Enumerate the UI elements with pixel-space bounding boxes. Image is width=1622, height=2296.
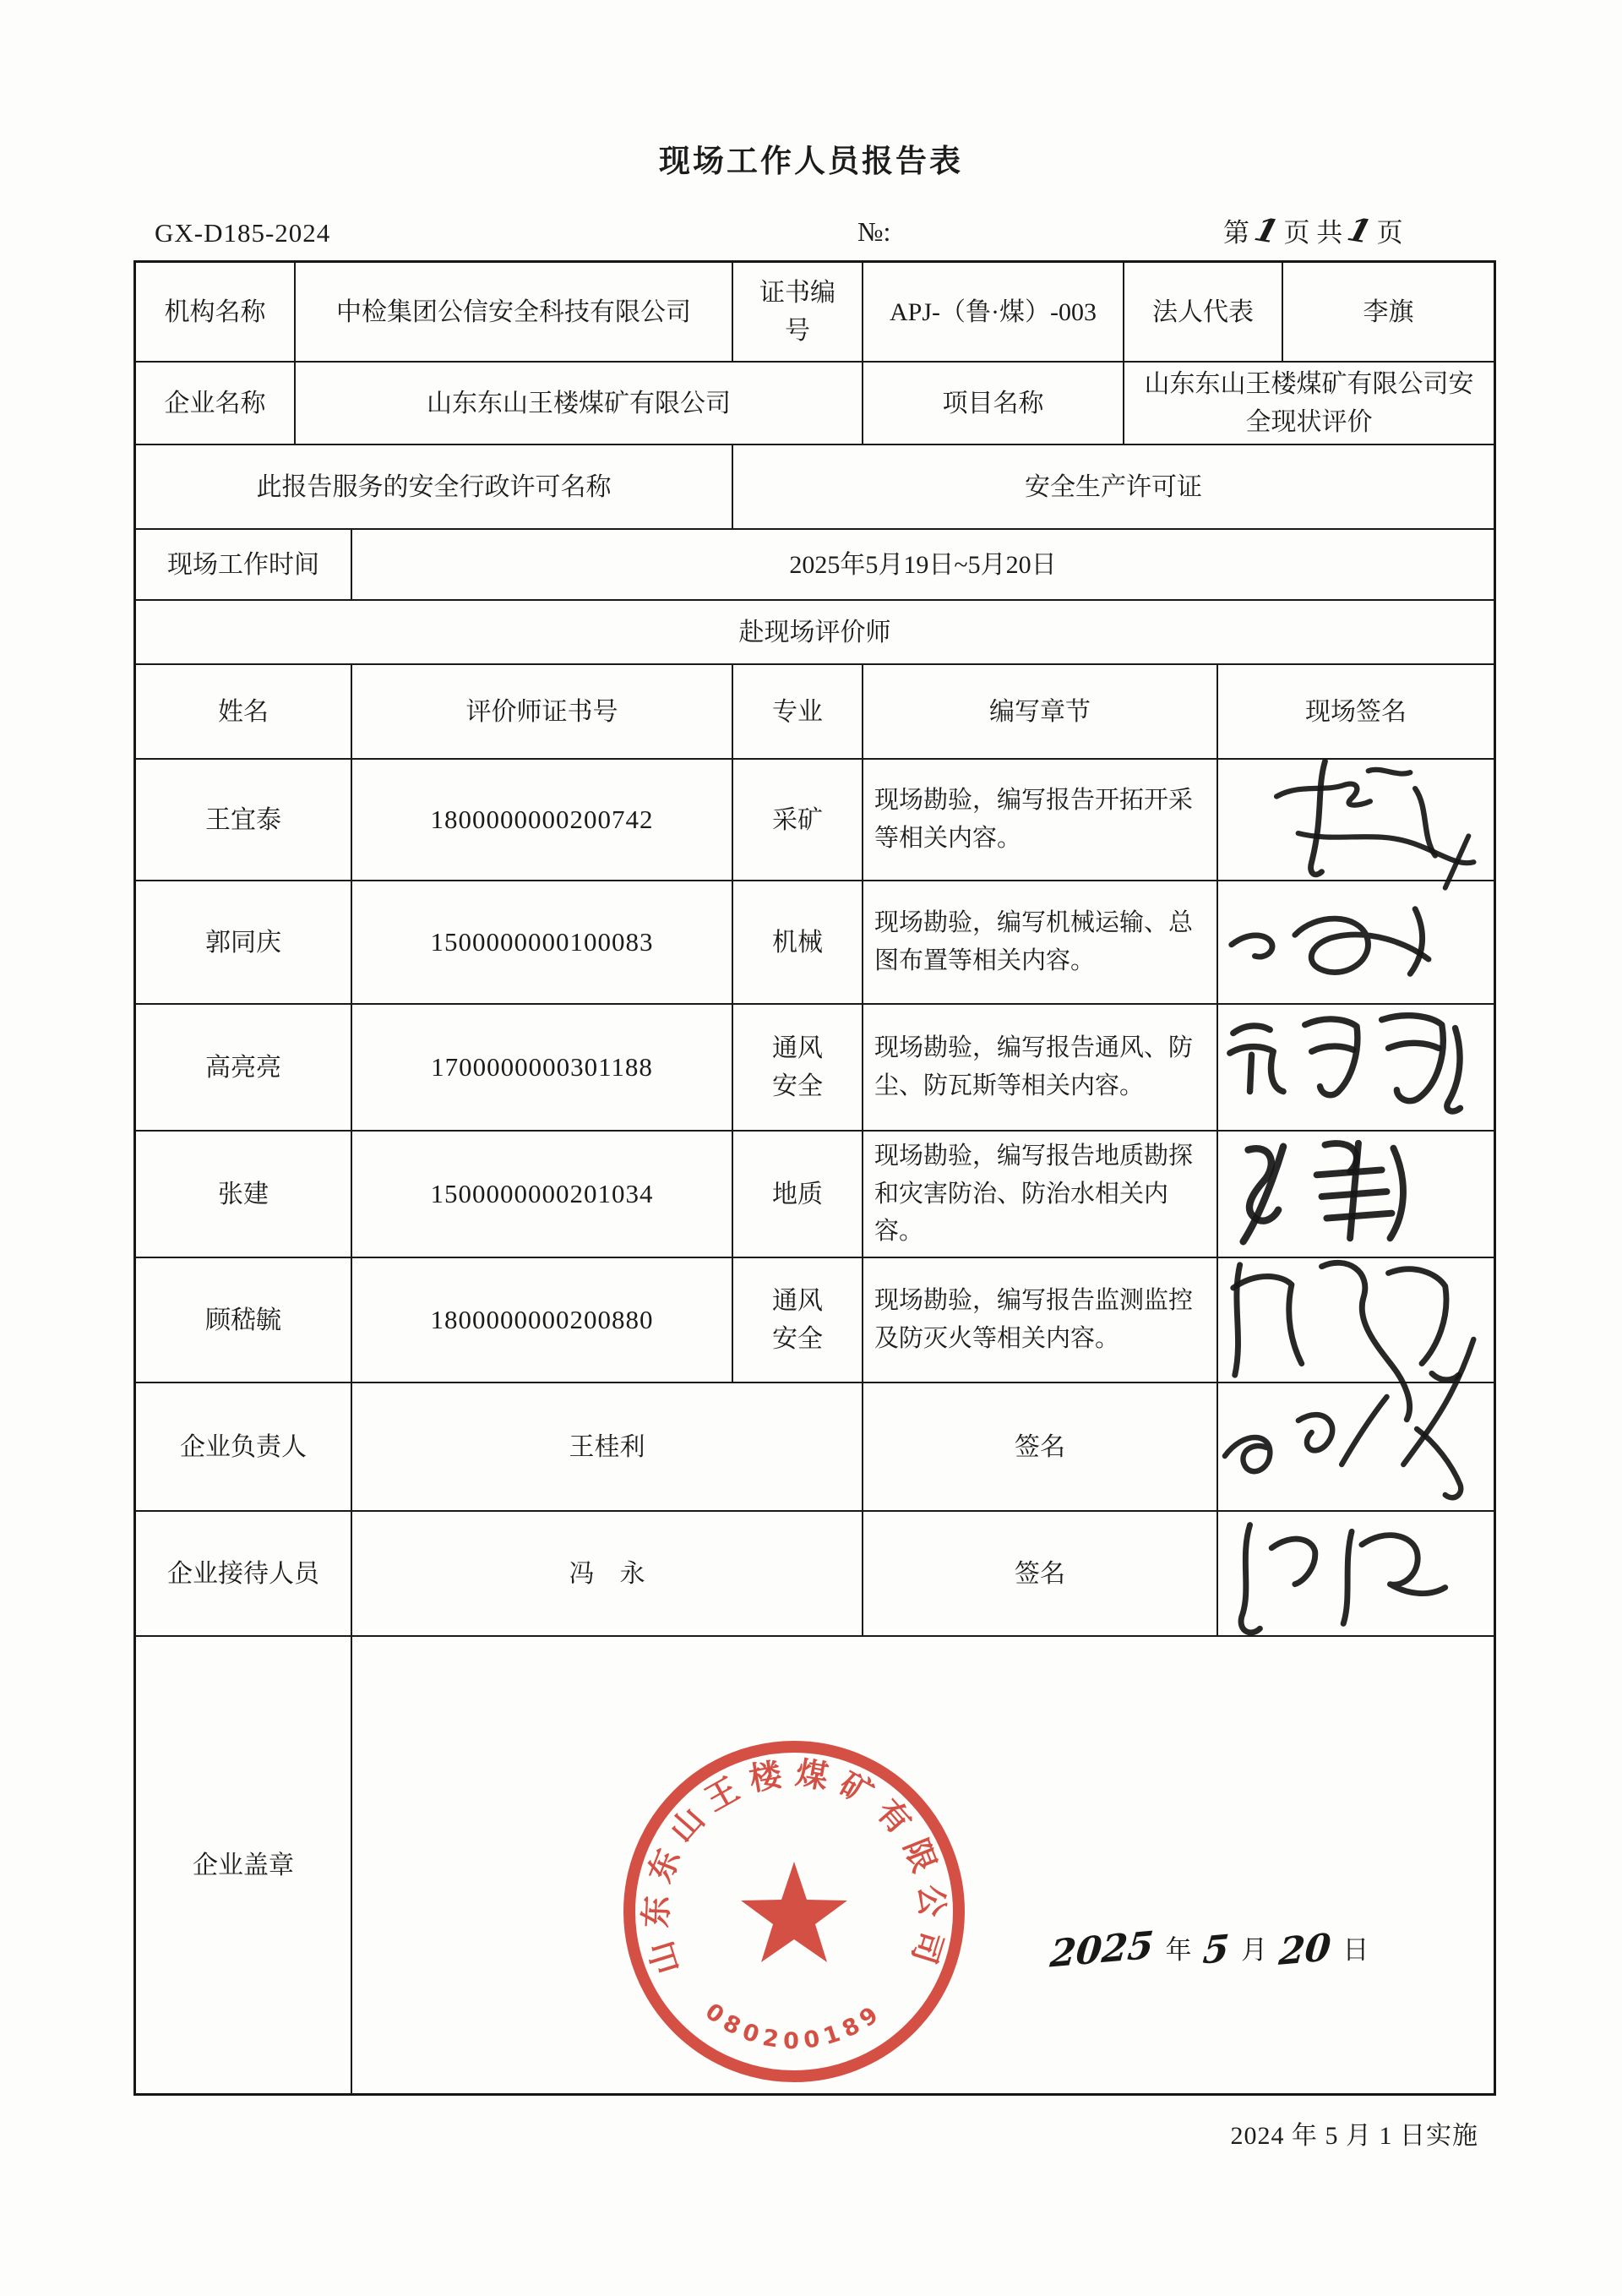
seal-date-year-label: 年: [1165, 1935, 1192, 1965]
signature-gao-liangliang: [1216, 1005, 1494, 1130]
table-row-organization: [136, 263, 1494, 361]
evaluator-cert-number: 1700000000301188: [351, 1005, 732, 1130]
evaluator-name: 王宜泰: [205, 805, 281, 834]
seal-area: [351, 1637, 1494, 2093]
footer-note: 2024 年 5 月 1 日实施: [1230, 2122, 1478, 2150]
cert-no-value: APJ-（鲁·煤）-003: [862, 263, 1123, 361]
evaluator-chapter: 现场勘验，编写报告通风、防尘、防瓦斯等相关内容。: [862, 1005, 1216, 1130]
seal-label: 企业盖章: [193, 1851, 294, 1879]
table-row-permit: [136, 444, 1494, 528]
company-name-label: 企业名称: [164, 389, 266, 417]
evaluator-cert-number: 1800000000200880: [351, 1258, 732, 1382]
cert-no-label: 证书编号: [732, 263, 862, 361]
evaluator-chapter: 现场勘验，编写报告开拓开采等相关内容。: [862, 760, 1216, 880]
page-title: 现场工作人员报告表: [659, 145, 963, 179]
col-header-signature: 现场签名: [1216, 665, 1494, 758]
report-table: [133, 260, 1496, 2096]
enterprise-head-name: 王桂利: [351, 1383, 862, 1510]
evaluator-name: 郭同庆: [205, 928, 281, 957]
evaluator-chapter: 现场勘验，编写机械运输、总图布置等相关内容。: [862, 881, 1216, 1003]
evaluator-chapter: 现场勘验，编写报告地质勘探和灾害防治、防治水相关内容。: [862, 1132, 1216, 1257]
worktime-label: 现场工作时间: [167, 550, 319, 579]
total-pages-handwritten: 1: [1343, 210, 1376, 251]
table-row-reception: [136, 1510, 1494, 1635]
pagination-suffix: 页: [1376, 218, 1403, 248]
signature-zhang-jian-ink: [1218, 1132, 1494, 1257]
evaluator-chapter: 现场勘验，编写报告监测监控及防灭火等相关内容。: [862, 1258, 1216, 1382]
seal-date-day-label: 日: [1342, 1935, 1369, 1965]
enterprise-head-sign-label: 签名: [862, 1383, 1216, 1510]
permit-label: 此报告服务的安全行政许可名称: [256, 472, 612, 501]
evaluator-major: 通风安全: [732, 1258, 862, 1382]
signature-gu-jiyu: [1216, 1258, 1494, 1382]
evaluator-major: 采矿: [732, 760, 862, 880]
evaluator-row: [136, 1257, 1494, 1382]
permit-value: 安全生产许可证: [732, 445, 1494, 528]
evaluator-major: 机械: [732, 881, 862, 1003]
evaluator-row: [136, 1130, 1494, 1257]
signature-guo-tongqing: [1216, 881, 1494, 1003]
table-row-seal: [136, 1635, 1494, 2093]
evaluators-section-title: 赴现场评价师: [738, 618, 891, 646]
evaluator-major: 通风安全: [732, 1005, 862, 1130]
col-header-name: 姓名: [218, 697, 269, 726]
table-row-worktime: [136, 528, 1494, 599]
pagination: [1223, 211, 1403, 249]
evaluator-name: 顾嵇毓: [205, 1306, 281, 1334]
signature-wang-yitai: [1216, 760, 1494, 880]
signature-feng-yong: [1216, 1512, 1494, 1635]
col-header-chapter: 编写章节: [862, 665, 1216, 758]
project-name-value: 山东东山王楼煤矿有限公司安全现状评价: [1123, 363, 1494, 444]
seal-company-text: 山东东山王楼煤矿有限公司: [639, 1755, 950, 1978]
number-label: №:: [857, 216, 891, 247]
pagination-prefix: 第: [1223, 218, 1249, 248]
legal-rep-label: 法人代表: [1123, 263, 1282, 361]
evaluator-name: 张建: [218, 1180, 269, 1208]
seal-serial-number: 3708020018900: [585, 1718, 889, 2054]
signature-wang-guili: [1216, 1383, 1494, 1510]
table-header-row: [136, 663, 1494, 758]
project-name-label: 项目名称: [862, 363, 1123, 444]
signature-zhang-jian: [1216, 1132, 1494, 1257]
org-name-value: 中检集团公信安全科技有限公司: [294, 263, 732, 361]
evaluator-row: [136, 880, 1494, 1003]
col-header-cert: 评价师证书号: [351, 665, 732, 758]
org-name-label: 机构名称: [164, 297, 266, 326]
table-row-company: [136, 361, 1494, 444]
evaluator-cert-number: 1500000000100083: [351, 881, 732, 1003]
table-row-section-title: [136, 599, 1494, 663]
evaluator-row: [136, 758, 1494, 880]
evaluator-name: 高亮亮: [205, 1053, 281, 1082]
company-seal-stamp: [585, 1718, 1001, 2093]
seal-date: [1048, 1923, 1369, 1977]
seal-date-month-label: 月: [1241, 1935, 1268, 1965]
doc-code: GX-D185-2024: [155, 218, 331, 248]
seal-date-year: 2025: [1048, 1923, 1156, 1977]
col-header-major: 专业: [732, 665, 862, 758]
reception-sign-label: 签名: [862, 1512, 1216, 1635]
reception-label: 企业接待人员: [167, 1559, 319, 1588]
company-name-value: 山东东山王楼煤矿有限公司: [294, 363, 862, 444]
signature-gao-liangliang-ink: [1218, 1005, 1494, 1130]
seal-date-month: 5: [1201, 1927, 1232, 1973]
enterprise-head-label: 企业负责人: [180, 1432, 307, 1461]
reception-name: 冯 永: [351, 1512, 862, 1635]
pagination-mid: 页 共: [1283, 218, 1343, 248]
seal-date-day: 20: [1276, 1926, 1333, 1975]
evaluator-major: 地质: [732, 1132, 862, 1257]
evaluator-row: [136, 1003, 1494, 1130]
legal-rep-value: 李旗: [1282, 263, 1494, 361]
signature-wang-guili-ink: [1218, 1383, 1494, 1510]
signature-guo-tongqing-ink: [1218, 881, 1494, 1003]
page-number-handwritten: 1: [1250, 210, 1283, 251]
evaluator-cert-number: 1500000000201034: [351, 1132, 732, 1257]
signature-wang-yitai-ink: [1218, 760, 1494, 880]
signature-gu-jiyu-ink: [1218, 1258, 1494, 1382]
worktime-value: 2025年5月19日~5月20日: [351, 530, 1494, 599]
table-row-enterprise-head: [136, 1382, 1494, 1510]
signature-feng-yong-ink: [1218, 1512, 1494, 1635]
seal-star-icon: [741, 1862, 847, 1962]
evaluator-cert-number: 1800000000200742: [351, 760, 732, 880]
